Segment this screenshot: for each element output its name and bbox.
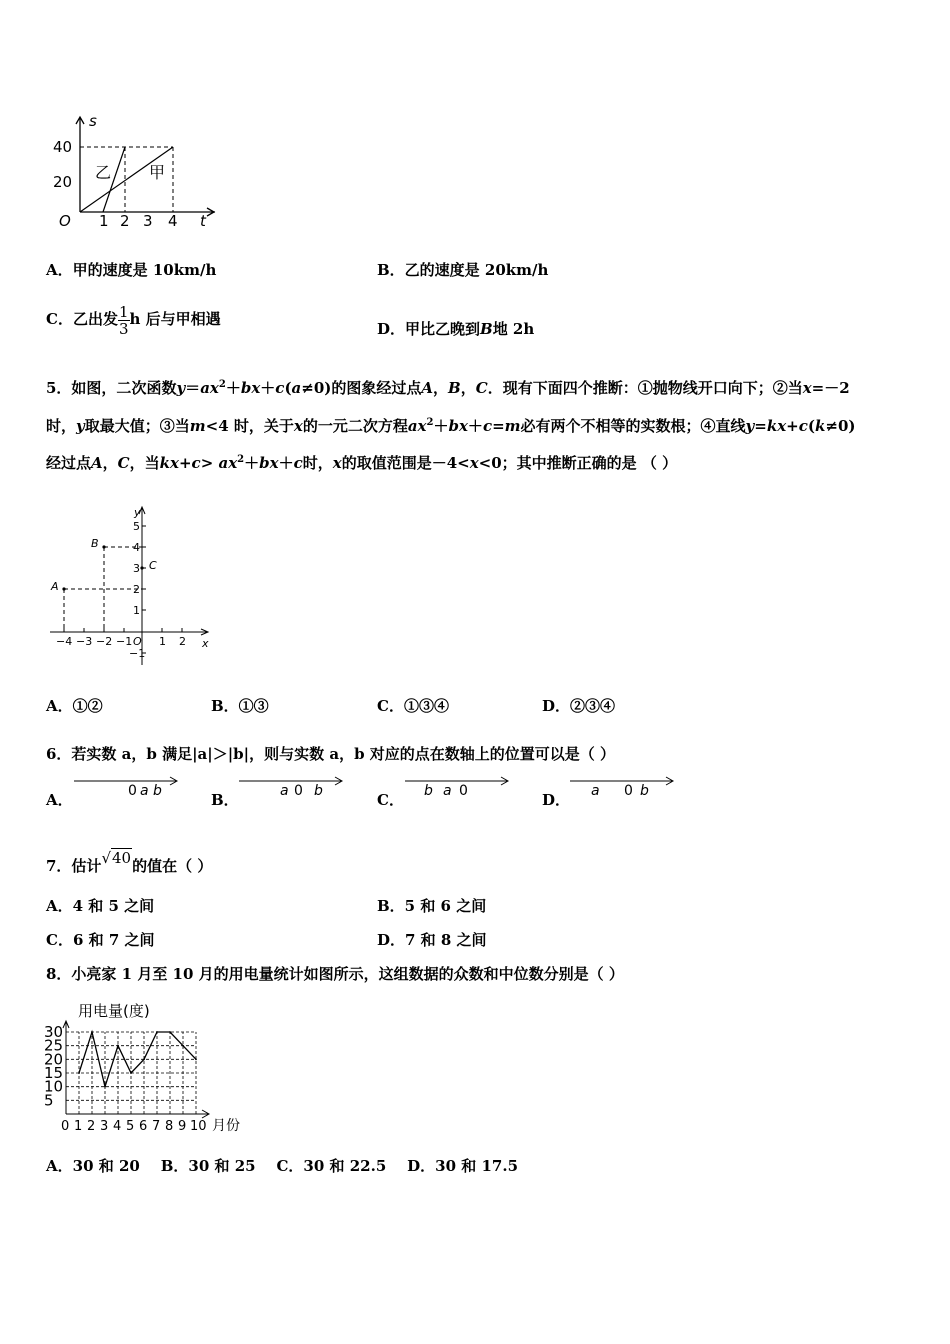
q8-stem: 8．小亮家 1 月至 10 月的用电量统计如图所示，这组数据的众数和中位数分别是（ ） <box>46 965 624 983</box>
q5-stem-line-3: 经过点A，C，当$kx+c> ax^2+bx+c$时，x的取值范围是－4<x<0；其中推断正确的是 （ ） <box>46 454 678 472</box>
y-tick-neg1: −1 <box>129 647 146 660</box>
q8-options[interactable]: A．30 和 20 B．30 和 25 C．30 和 22.5 D．30 和 17.5 <box>46 1157 519 1175</box>
label-jia: 甲 <box>149 163 166 182</box>
y-tick-10: 10 <box>44 1077 64 1096</box>
q4-option-a[interactable]: A．甲的速度是 10km/h <box>46 261 217 279</box>
q4-option-c-suffix: h 后与甲相遇 <box>129 310 221 328</box>
q7-stem: 7．估计√40的值在（ ） <box>46 838 212 886</box>
x-tick-9: 9 <box>178 1119 187 1134</box>
y-tick-5: 5 <box>44 1091 54 1110</box>
point-b-dot <box>102 545 105 548</box>
q4-option-c-prefix: C．乙出发 <box>46 310 118 328</box>
data-point-month-1 <box>78 1072 80 1074</box>
axis-s-label: s <box>89 112 97 130</box>
axis-y-label: y <box>134 506 141 519</box>
number-line-d[interactable] <box>568 770 678 800</box>
axis-t-label: t <box>200 212 206 230</box>
x-tick-1: 1 <box>159 635 166 648</box>
data-point-month-2 <box>91 1031 93 1033</box>
y-tick-40: 40 <box>53 138 73 156</box>
q7-option-b[interactable]: B．5 和 6 之间 <box>377 897 487 915</box>
point-a-label: A <box>51 580 59 593</box>
data-point-month-10 <box>195 1058 197 1060</box>
q5-option-b[interactable]: B．①③ <box>211 697 269 715</box>
x-tick-3: 3 <box>100 1119 109 1134</box>
q5-stem-line-1: 5．如图，二次函数$y=ax^2+bx+c(a\ne 0)$的图象经过点A，B，C．现有下面四个推断：①抛物线开口向下；②当x=－2 <box>46 379 850 397</box>
number-line-a[interactable] <box>72 770 182 800</box>
y-tick-2: 2 <box>133 583 140 596</box>
x-tick-10: 10 <box>190 1119 207 1134</box>
coordinate-plane-graph <box>45 500 215 670</box>
mark-zero: 0 <box>459 783 468 799</box>
q4-option-d[interactable]: D．甲比乙晚到B地 2h <box>377 320 535 338</box>
point-b-label: B <box>91 537 99 550</box>
x-tick-8: 8 <box>165 1119 174 1134</box>
y-tick-30: 30 <box>44 1023 64 1041</box>
mark-b: b <box>424 783 433 799</box>
mark-a: a <box>140 783 149 799</box>
x-tick-2: 2 <box>179 635 186 648</box>
q4-option-b[interactable]: B．乙的速度是 20km/h <box>377 261 549 279</box>
y-axis-label: 用电量(度) <box>78 1002 150 1020</box>
y-tick-20: 20 <box>44 1050 64 1069</box>
y-tick-3: 3 <box>133 562 140 575</box>
q4-option-c[interactable] <box>46 296 221 342</box>
data-point-month-7 <box>156 1031 158 1033</box>
label-yi: 乙 <box>95 163 112 182</box>
data-point-month-6 <box>143 1058 145 1060</box>
q6-stem: 6．若实数 a，b 满足|a|＞|b|，则与实数 a，b 对应的点在数轴上的位置可以是（ ） <box>46 745 615 763</box>
q5-option-a[interactable]: A．①② <box>46 697 103 715</box>
x-tick-5: 5 <box>126 1119 135 1134</box>
y-tick-5: 5 <box>133 520 140 533</box>
q7-option-d[interactable]: D．7 和 8 之间 <box>377 931 487 949</box>
data-point-month-4 <box>117 1045 119 1047</box>
mark-b: b <box>640 783 649 799</box>
data-point-month-8 <box>169 1031 171 1033</box>
q5-option-c[interactable]: C．①③④ <box>377 697 449 715</box>
q5-option-d[interactable]: D．②③④ <box>542 697 616 715</box>
q7-option-a[interactable]: A．4 和 5 之间 <box>46 897 155 915</box>
data-point-month-5 <box>130 1072 132 1074</box>
number-line-b[interactable] <box>237 770 347 800</box>
x-tick-neg2: −2 <box>96 635 113 648</box>
number-line-c[interactable] <box>403 770 513 800</box>
x-tick-4: 4 <box>168 212 178 230</box>
data-point-month-9 <box>182 1045 184 1047</box>
mark-zero: 0 <box>128 783 137 799</box>
fraction-one-third: $\frac{1}{3}$ <box>118 302 129 338</box>
mark-a: a <box>443 783 452 799</box>
x-tick-3: 3 <box>143 212 153 230</box>
origin-label: O <box>59 212 71 230</box>
q6-option-a[interactable]: A． <box>46 791 73 809</box>
q7-option-c[interactable]: C．6 和 7 之间 <box>46 931 155 949</box>
mark-b: b <box>314 783 323 799</box>
y-tick-4: 4 <box>133 541 140 554</box>
x-tick-neg3: −3 <box>76 635 93 648</box>
sqrt-forty: √40 <box>101 849 132 867</box>
x-tick-2: 2 <box>120 212 130 230</box>
x-tick-neg4: −4 <box>56 635 73 648</box>
axis-x-label: x <box>202 637 209 650</box>
q6-option-d[interactable]: D． <box>542 791 571 809</box>
y-tick-25: 25 <box>44 1036 64 1055</box>
mark-b: b <box>153 783 162 799</box>
point-c-label: C <box>149 559 157 572</box>
q5-stem-line-2: 时，y取最大值；③当m<4 时，关于x的一元二次方程$ax^2+bx+c=m$必有两个不相等的实数根；④直线y=kx+c(k≠0) <box>46 417 856 435</box>
x-axis-label: 月份 <box>212 1118 240 1134</box>
x-tick-1: 1 <box>74 1119 83 1134</box>
x-tick-4: 4 <box>113 1119 122 1134</box>
mark-a: a <box>591 783 600 799</box>
x-tick-6: 6 <box>139 1119 148 1134</box>
point-c-dot <box>140 566 143 569</box>
mark-zero: 0 <box>624 783 633 799</box>
origin-label: O <box>133 635 142 648</box>
x-tick-1: 1 <box>99 212 109 230</box>
point-a-dot <box>62 587 65 590</box>
y-tick-1: 1 <box>133 604 140 617</box>
x-tick-neg1: −1 <box>116 635 133 648</box>
x-tick-7: 7 <box>152 1119 161 1134</box>
q6-option-c[interactable]: C． <box>377 791 404 809</box>
x-tick-0: 0 <box>61 1119 70 1134</box>
mark-zero: 0 <box>294 783 303 799</box>
x-tick-2: 2 <box>87 1119 96 1134</box>
mark-a: a <box>280 783 289 799</box>
distance-time-graph <box>45 112 220 237</box>
data-point-month-3 <box>104 1086 106 1088</box>
y-tick-20: 20 <box>53 173 73 191</box>
electricity-usage-chart <box>42 998 257 1136</box>
y-tick-15: 15 <box>44 1064 64 1082</box>
q6-option-b[interactable]: B． <box>211 791 239 809</box>
